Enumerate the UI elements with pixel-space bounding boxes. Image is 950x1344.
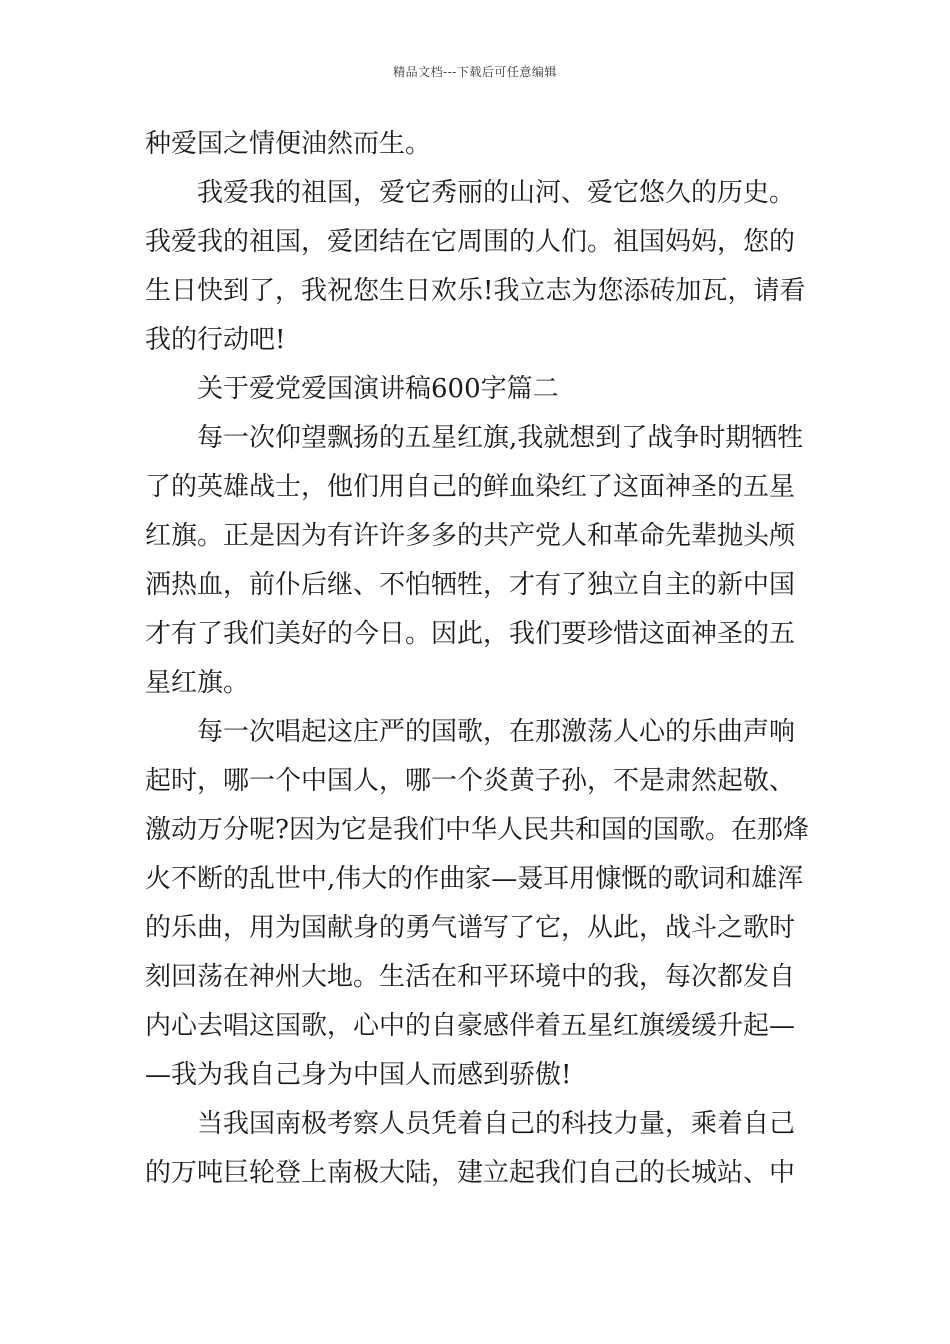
text-line: 刻回荡在神州大地。生活在和平环境中的我，每次都发自 bbox=[145, 962, 796, 992]
text-line: 星红旗。 bbox=[145, 668, 250, 698]
text-line: 生日快到了，我祝您生日欢乐!我立志为您添砖加瓦，请看 bbox=[145, 276, 806, 306]
text-line: 的万吨巨轮登上南极大陆，建立起我们自己的长城站、中 bbox=[145, 1158, 796, 1188]
text-line: 每一次仰望飘扬的五星红旗,我就想到了战争时期牺牲 bbox=[197, 423, 804, 453]
text-line: 种爱国之情便油然而生。 bbox=[145, 129, 432, 159]
text-line: 火不断的乱世中,伟大的作曲家—聂耳用慷慨的歌词和雄浑 bbox=[145, 864, 804, 894]
text-line: 起时，哪一个中国人，哪一个炎黄子孙，不是肃然起敬、 bbox=[145, 766, 796, 796]
text-line: 我爱我的祖国，爱它秀丽的山河、爱它悠久的历史。 bbox=[197, 178, 796, 208]
page-header: 精品文档---下载后可任意编辑 bbox=[393, 65, 557, 79]
text-line: 我的行动吧! bbox=[145, 325, 286, 355]
text-line: 红旗。正是因为有许许多多的共产党人和革命先辈抛头颅 bbox=[145, 521, 796, 551]
text-line: 洒热血，前仆后继、不怕牺牲，才有了独立自主的新中国 bbox=[145, 570, 796, 600]
text-line: 内心去唱这国歌，心中的自豪感伴着五星红旗缓缓升起— bbox=[145, 1011, 796, 1041]
document-body bbox=[145, 120, 810, 1198]
text-line: 我爱我的祖国，爱团结在它周围的人们。祖国妈妈，您的 bbox=[145, 227, 796, 257]
text-line: 的乐曲，用为国献身的勇气谱写了它，从此，战斗之歌时 bbox=[145, 913, 796, 943]
text-line: 每一次唱起这庄严的国歌，在那激荡人心的乐曲声响 bbox=[197, 717, 796, 747]
text-line: 关于爱党爱国演讲稿600字篇二 bbox=[197, 374, 559, 404]
text-line: 才有了我们美好的今日。因此，我们要珍惜这面神圣的五 bbox=[145, 619, 796, 649]
text-line: 激动万分呢?因为它是我们中华人民共和国的国歌。在那烽 bbox=[145, 815, 809, 845]
text-line: 当我国南极考察人员凭着自己的科技力量，乘着自己 bbox=[197, 1109, 796, 1139]
text-line: 了的英雄战士，他们用自己的鲜血染红了这面神圣的五星 bbox=[145, 472, 796, 502]
text-line: —我为我自己身为中国人而感到骄傲! bbox=[145, 1060, 572, 1090]
